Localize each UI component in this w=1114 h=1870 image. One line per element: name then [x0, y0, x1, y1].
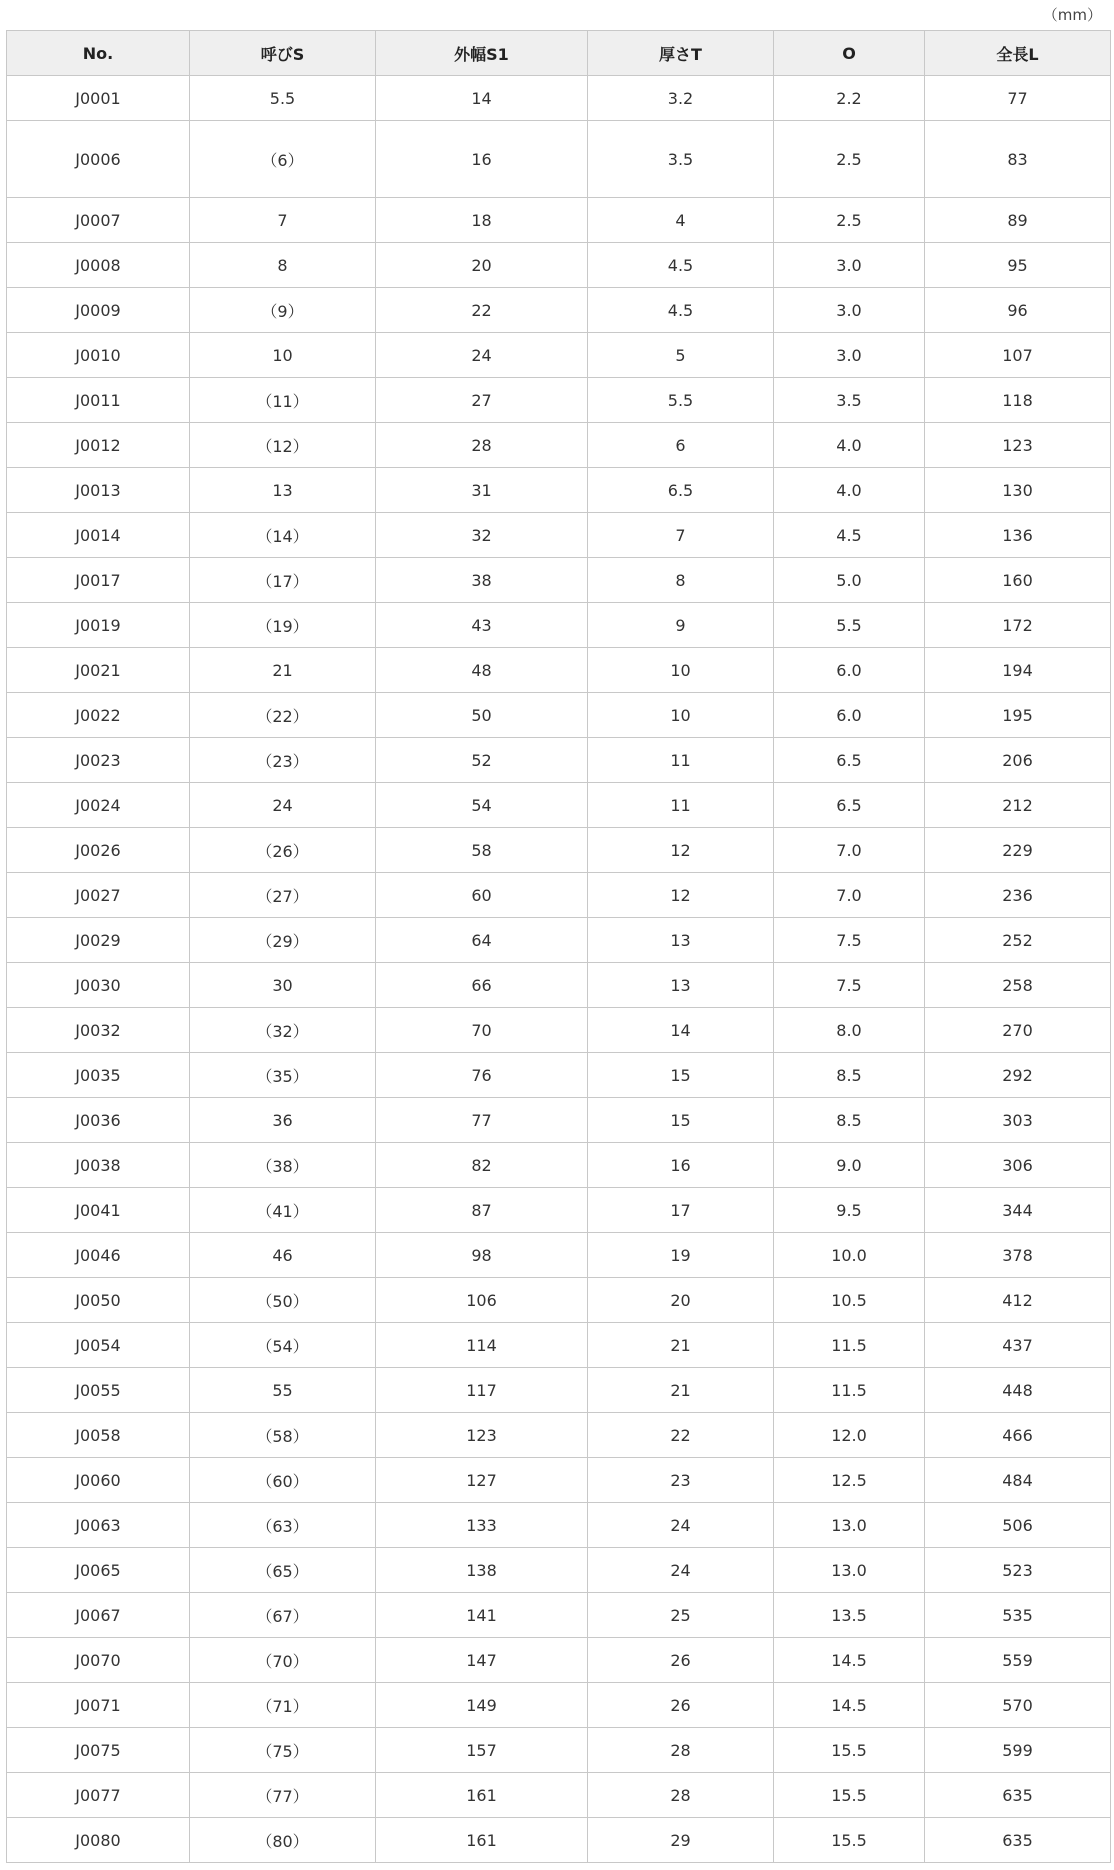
cell-nominal-s: 46 — [190, 1233, 376, 1278]
cell-o: 12.5 — [774, 1458, 925, 1503]
cell-nominal-s: （75） — [190, 1728, 376, 1773]
cell-total-length-l: 212 — [925, 783, 1111, 828]
cell-o: 6.5 — [774, 738, 925, 783]
cell-thickness-t: 12 — [588, 873, 774, 918]
cell-thickness-t: 11 — [588, 738, 774, 783]
cell-total-length-l: 118 — [925, 378, 1111, 423]
cell-no: J0063 — [7, 1503, 190, 1548]
cell-thickness-t: 13 — [588, 918, 774, 963]
cell-no: J0017 — [7, 558, 190, 603]
table-row — [7, 423, 1111, 468]
cell-outer-width-s1: 60 — [376, 873, 588, 918]
cell-thickness-t: 12 — [588, 828, 774, 873]
cell-total-length-l: 535 — [925, 1593, 1111, 1638]
cell-outer-width-s1: 38 — [376, 558, 588, 603]
header-no: No. — [7, 31, 190, 76]
cell-total-length-l: 160 — [925, 558, 1111, 603]
cell-thickness-t: 25 — [588, 1593, 774, 1638]
table-row — [7, 1233, 1111, 1278]
table-row — [7, 1773, 1111, 1818]
cell-thickness-t: 10 — [588, 693, 774, 738]
cell-o: 2.5 — [774, 198, 925, 243]
cell-nominal-s: （70） — [190, 1638, 376, 1683]
cell-o: 5.0 — [774, 558, 925, 603]
table-row — [7, 738, 1111, 783]
cell-thickness-t: 15 — [588, 1098, 774, 1143]
cell-no: J0035 — [7, 1053, 190, 1098]
cell-thickness-t: 7 — [588, 513, 774, 558]
cell-nominal-s: （58） — [190, 1413, 376, 1458]
cell-outer-width-s1: 161 — [376, 1818, 588, 1863]
cell-thickness-t: 3.2 — [588, 76, 774, 121]
cell-o: 5.5 — [774, 603, 925, 648]
cell-no: J0026 — [7, 828, 190, 873]
cell-total-length-l: 306 — [925, 1143, 1111, 1188]
table-row — [7, 693, 1111, 738]
cell-no: J0032 — [7, 1008, 190, 1053]
cell-nominal-s: 10 — [190, 333, 376, 378]
cell-total-length-l: 96 — [925, 288, 1111, 333]
cell-outer-width-s1: 54 — [376, 783, 588, 828]
cell-o: 14.5 — [774, 1683, 925, 1728]
cell-nominal-s: （26） — [190, 828, 376, 873]
cell-nominal-s: （27） — [190, 873, 376, 918]
cell-no: J0008 — [7, 243, 190, 288]
cell-thickness-t: 10 — [588, 648, 774, 693]
table-row — [7, 873, 1111, 918]
cell-thickness-t: 17 — [588, 1188, 774, 1233]
table-row — [7, 1413, 1111, 1458]
cell-o: 2.2 — [774, 76, 925, 121]
cell-thickness-t: 21 — [588, 1368, 774, 1413]
cell-outer-width-s1: 147 — [376, 1638, 588, 1683]
cell-nominal-s: 30 — [190, 963, 376, 1008]
cell-total-length-l: 635 — [925, 1773, 1111, 1818]
header-o: O — [774, 31, 925, 76]
cell-o: 7.0 — [774, 828, 925, 873]
cell-nominal-s: 55 — [190, 1368, 376, 1413]
cell-no: J0019 — [7, 603, 190, 648]
cell-no: J0036 — [7, 1098, 190, 1143]
table-row — [7, 1368, 1111, 1413]
cell-outer-width-s1: 114 — [376, 1323, 588, 1368]
cell-no: J0070 — [7, 1638, 190, 1683]
table-row — [7, 648, 1111, 693]
cell-total-length-l: 378 — [925, 1233, 1111, 1278]
cell-outer-width-s1: 52 — [376, 738, 588, 783]
cell-nominal-s: （65） — [190, 1548, 376, 1593]
cell-no: J0010 — [7, 333, 190, 378]
table-row — [7, 558, 1111, 603]
cell-no: J0041 — [7, 1188, 190, 1233]
cell-outer-width-s1: 32 — [376, 513, 588, 558]
cell-o: 6.5 — [774, 783, 925, 828]
cell-no: J0011 — [7, 378, 190, 423]
table-row — [7, 76, 1111, 121]
cell-thickness-t: 3.5 — [588, 121, 774, 198]
cell-total-length-l: 206 — [925, 738, 1111, 783]
cell-thickness-t: 6 — [588, 423, 774, 468]
cell-total-length-l: 95 — [925, 243, 1111, 288]
cell-thickness-t: 13 — [588, 963, 774, 1008]
cell-outer-width-s1: 43 — [376, 603, 588, 648]
cell-o: 3.5 — [774, 378, 925, 423]
cell-no: J0024 — [7, 783, 190, 828]
cell-thickness-t: 9 — [588, 603, 774, 648]
cell-outer-width-s1: 149 — [376, 1683, 588, 1728]
cell-thickness-t: 22 — [588, 1413, 774, 1458]
cell-nominal-s: （38） — [190, 1143, 376, 1188]
cell-no: J0023 — [7, 738, 190, 783]
header-nominal-s: 呼びS — [190, 31, 376, 76]
cell-o: 4.5 — [774, 513, 925, 558]
cell-total-length-l: 599 — [925, 1728, 1111, 1773]
cell-outer-width-s1: 76 — [376, 1053, 588, 1098]
cell-o: 8.5 — [774, 1098, 925, 1143]
table-row — [7, 1728, 1111, 1773]
cell-outer-width-s1: 161 — [376, 1773, 588, 1818]
table-row — [7, 1278, 1111, 1323]
cell-nominal-s: （29） — [190, 918, 376, 963]
table-row — [7, 1548, 1111, 1593]
cell-no: J0029 — [7, 918, 190, 963]
cell-nominal-s: （12） — [190, 423, 376, 468]
cell-total-length-l: 523 — [925, 1548, 1111, 1593]
cell-thickness-t: 16 — [588, 1143, 774, 1188]
cell-no: J0030 — [7, 963, 190, 1008]
cell-nominal-s: （60） — [190, 1458, 376, 1503]
cell-no: J0007 — [7, 198, 190, 243]
cell-nominal-s: （9） — [190, 288, 376, 333]
cell-o: 15.5 — [774, 1773, 925, 1818]
cell-outer-width-s1: 58 — [376, 828, 588, 873]
cell-outer-width-s1: 87 — [376, 1188, 588, 1233]
cell-outer-width-s1: 70 — [376, 1008, 588, 1053]
cell-outer-width-s1: 50 — [376, 693, 588, 738]
cell-thickness-t: 5 — [588, 333, 774, 378]
cell-nominal-s: （6） — [190, 121, 376, 198]
cell-total-length-l: 172 — [925, 603, 1111, 648]
cell-nominal-s: 5.5 — [190, 76, 376, 121]
cell-total-length-l: 258 — [925, 963, 1111, 1008]
cell-nominal-s: （35） — [190, 1053, 376, 1098]
cell-o: 2.5 — [774, 121, 925, 198]
cell-outer-width-s1: 64 — [376, 918, 588, 963]
cell-o: 7.5 — [774, 963, 925, 1008]
cell-nominal-s: （71） — [190, 1683, 376, 1728]
cell-thickness-t: 19 — [588, 1233, 774, 1278]
cell-o: 4.0 — [774, 423, 925, 468]
table-body — [7, 76, 1111, 1863]
cell-outer-width-s1: 138 — [376, 1548, 588, 1593]
cell-nominal-s: （41） — [190, 1188, 376, 1233]
cell-thickness-t: 28 — [588, 1773, 774, 1818]
cell-thickness-t: 24 — [588, 1503, 774, 1548]
cell-outer-width-s1: 117 — [376, 1368, 588, 1413]
cell-no: J0027 — [7, 873, 190, 918]
cell-outer-width-s1: 14 — [376, 76, 588, 121]
cell-outer-width-s1: 16 — [376, 121, 588, 198]
cell-outer-width-s1: 20 — [376, 243, 588, 288]
table-row — [7, 603, 1111, 648]
cell-thickness-t: 11 — [588, 783, 774, 828]
cell-total-length-l: 303 — [925, 1098, 1111, 1143]
cell-o: 7.0 — [774, 873, 925, 918]
table-row — [7, 288, 1111, 333]
cell-total-length-l: 107 — [925, 333, 1111, 378]
cell-o: 6.0 — [774, 648, 925, 693]
cell-nominal-s: 8 — [190, 243, 376, 288]
table-row — [7, 783, 1111, 828]
cell-no: J0014 — [7, 513, 190, 558]
table-header — [7, 31, 1111, 76]
table-row — [7, 243, 1111, 288]
cell-o: 7.5 — [774, 918, 925, 963]
cell-o: 14.5 — [774, 1638, 925, 1683]
cell-total-length-l: 437 — [925, 1323, 1111, 1368]
cell-nominal-s: （63） — [190, 1503, 376, 1548]
cell-no: J0054 — [7, 1323, 190, 1368]
cell-thickness-t: 20 — [588, 1278, 774, 1323]
table-row — [7, 121, 1111, 198]
cell-thickness-t: 28 — [588, 1728, 774, 1773]
cell-nominal-s: 24 — [190, 783, 376, 828]
cell-thickness-t: 4.5 — [588, 288, 774, 333]
cell-o: 8.5 — [774, 1053, 925, 1098]
cell-no: J0058 — [7, 1413, 190, 1458]
table-row — [7, 1098, 1111, 1143]
cell-nominal-s: （23） — [190, 738, 376, 783]
cell-no: J0055 — [7, 1368, 190, 1413]
cell-outer-width-s1: 157 — [376, 1728, 588, 1773]
cell-o: 3.0 — [774, 288, 925, 333]
cell-no: J0013 — [7, 468, 190, 513]
table-row — [7, 1818, 1111, 1863]
table-row — [7, 1458, 1111, 1503]
cell-total-length-l: 484 — [925, 1458, 1111, 1503]
table-row — [7, 1593, 1111, 1638]
cell-outer-width-s1: 77 — [376, 1098, 588, 1143]
cell-no: J0077 — [7, 1773, 190, 1818]
cell-no: J0012 — [7, 423, 190, 468]
cell-total-length-l: 83 — [925, 121, 1111, 198]
cell-no: J0021 — [7, 648, 190, 693]
table-row — [7, 1503, 1111, 1548]
cell-total-length-l: 89 — [925, 198, 1111, 243]
table-row — [7, 513, 1111, 558]
cell-no: J0067 — [7, 1593, 190, 1638]
cell-nominal-s: （80） — [190, 1818, 376, 1863]
cell-total-length-l: 466 — [925, 1413, 1111, 1458]
cell-total-length-l: 123 — [925, 423, 1111, 468]
cell-total-length-l: 506 — [925, 1503, 1111, 1548]
cell-nominal-s: （14） — [190, 513, 376, 558]
cell-o: 15.5 — [774, 1728, 925, 1773]
cell-nominal-s: （67） — [190, 1593, 376, 1638]
spec-table — [6, 30, 1111, 1863]
cell-outer-width-s1: 141 — [376, 1593, 588, 1638]
cell-total-length-l: 559 — [925, 1638, 1111, 1683]
cell-o: 4.0 — [774, 468, 925, 513]
cell-outer-width-s1: 133 — [376, 1503, 588, 1548]
cell-thickness-t: 4.5 — [588, 243, 774, 288]
cell-o: 9.0 — [774, 1143, 925, 1188]
cell-thickness-t: 5.5 — [588, 378, 774, 423]
cell-total-length-l: 270 — [925, 1008, 1111, 1053]
cell-outer-width-s1: 82 — [376, 1143, 588, 1188]
cell-total-length-l: 136 — [925, 513, 1111, 558]
cell-nominal-s: （32） — [190, 1008, 376, 1053]
table-row — [7, 333, 1111, 378]
table-row — [7, 1638, 1111, 1683]
cell-thickness-t: 6.5 — [588, 468, 774, 513]
cell-thickness-t: 23 — [588, 1458, 774, 1503]
cell-no: J0009 — [7, 288, 190, 333]
cell-no: J0060 — [7, 1458, 190, 1503]
cell-outer-width-s1: 127 — [376, 1458, 588, 1503]
cell-total-length-l: 448 — [925, 1368, 1111, 1413]
cell-total-length-l: 77 — [925, 76, 1111, 121]
cell-thickness-t: 8 — [588, 558, 774, 603]
cell-nominal-s: 36 — [190, 1098, 376, 1143]
table-row — [7, 468, 1111, 513]
cell-outer-width-s1: 27 — [376, 378, 588, 423]
cell-no: J0038 — [7, 1143, 190, 1188]
cell-total-length-l: 195 — [925, 693, 1111, 738]
table-row — [7, 1143, 1111, 1188]
cell-o: 11.5 — [774, 1323, 925, 1368]
cell-nominal-s: （50） — [190, 1278, 376, 1323]
cell-nominal-s: （19） — [190, 603, 376, 648]
header-thickness-t: 厚さT — [588, 31, 774, 76]
cell-no: J0075 — [7, 1728, 190, 1773]
cell-total-length-l: 252 — [925, 918, 1111, 963]
cell-o: 3.0 — [774, 243, 925, 288]
cell-no: J0071 — [7, 1683, 190, 1728]
table-row — [7, 963, 1111, 1008]
table-row — [7, 828, 1111, 873]
cell-total-length-l: 292 — [925, 1053, 1111, 1098]
cell-nominal-s: 13 — [190, 468, 376, 513]
cell-o: 8.0 — [774, 1008, 925, 1053]
cell-outer-width-s1: 22 — [376, 288, 588, 333]
cell-o: 13.5 — [774, 1593, 925, 1638]
cell-thickness-t: 15 — [588, 1053, 774, 1098]
cell-total-length-l: 635 — [925, 1818, 1111, 1863]
cell-outer-width-s1: 48 — [376, 648, 588, 693]
cell-o: 10.5 — [774, 1278, 925, 1323]
cell-total-length-l: 236 — [925, 873, 1111, 918]
cell-total-length-l: 412 — [925, 1278, 1111, 1323]
cell-thickness-t: 4 — [588, 198, 774, 243]
cell-total-length-l: 229 — [925, 828, 1111, 873]
table-row — [7, 1323, 1111, 1368]
cell-o: 11.5 — [774, 1368, 925, 1413]
header-row — [7, 31, 1111, 76]
cell-nominal-s: 7 — [190, 198, 376, 243]
cell-total-length-l: 570 — [925, 1683, 1111, 1728]
table-row — [7, 1683, 1111, 1728]
cell-thickness-t: 26 — [588, 1638, 774, 1683]
cell-nominal-s: （54） — [190, 1323, 376, 1368]
cell-total-length-l: 194 — [925, 648, 1111, 693]
cell-o: 13.0 — [774, 1548, 925, 1593]
table-row — [7, 1008, 1111, 1053]
header-total-length-l: 全長L — [925, 31, 1111, 76]
cell-outer-width-s1: 123 — [376, 1413, 588, 1458]
cell-thickness-t: 24 — [588, 1548, 774, 1593]
table-row — [7, 918, 1111, 963]
cell-thickness-t: 14 — [588, 1008, 774, 1053]
cell-outer-width-s1: 31 — [376, 468, 588, 513]
table-row — [7, 378, 1111, 423]
cell-no: J0050 — [7, 1278, 190, 1323]
cell-o: 15.5 — [774, 1818, 925, 1863]
cell-no: J0022 — [7, 693, 190, 738]
cell-no: J0046 — [7, 1233, 190, 1278]
cell-nominal-s: （77） — [190, 1773, 376, 1818]
cell-outer-width-s1: 28 — [376, 423, 588, 468]
header-outer-width-s1: 外幅S1 — [376, 31, 588, 76]
cell-o: 12.0 — [774, 1413, 925, 1458]
cell-total-length-l: 130 — [925, 468, 1111, 513]
cell-nominal-s: 21 — [190, 648, 376, 693]
cell-nominal-s: （11） — [190, 378, 376, 423]
cell-no: J0006 — [7, 121, 190, 198]
table-row — [7, 1188, 1111, 1233]
cell-no: J0065 — [7, 1548, 190, 1593]
cell-no: J0080 — [7, 1818, 190, 1863]
cell-no: J0001 — [7, 76, 190, 121]
cell-o: 13.0 — [774, 1503, 925, 1548]
cell-outer-width-s1: 24 — [376, 333, 588, 378]
cell-o: 3.0 — [774, 333, 925, 378]
cell-outer-width-s1: 106 — [376, 1278, 588, 1323]
table-row — [7, 198, 1111, 243]
cell-o: 10.0 — [774, 1233, 925, 1278]
cell-o: 6.0 — [774, 693, 925, 738]
cell-o: 9.5 — [774, 1188, 925, 1233]
cell-thickness-t: 29 — [588, 1818, 774, 1863]
cell-nominal-s: （22） — [190, 693, 376, 738]
table-row — [7, 1053, 1111, 1098]
cell-nominal-s: （17） — [190, 558, 376, 603]
cell-thickness-t: 21 — [588, 1323, 774, 1368]
cell-total-length-l: 344 — [925, 1188, 1111, 1233]
cell-outer-width-s1: 98 — [376, 1233, 588, 1278]
cell-thickness-t: 26 — [588, 1683, 774, 1728]
unit-label: （mm） — [1042, 6, 1102, 24]
cell-outer-width-s1: 18 — [376, 198, 588, 243]
cell-outer-width-s1: 66 — [376, 963, 588, 1008]
